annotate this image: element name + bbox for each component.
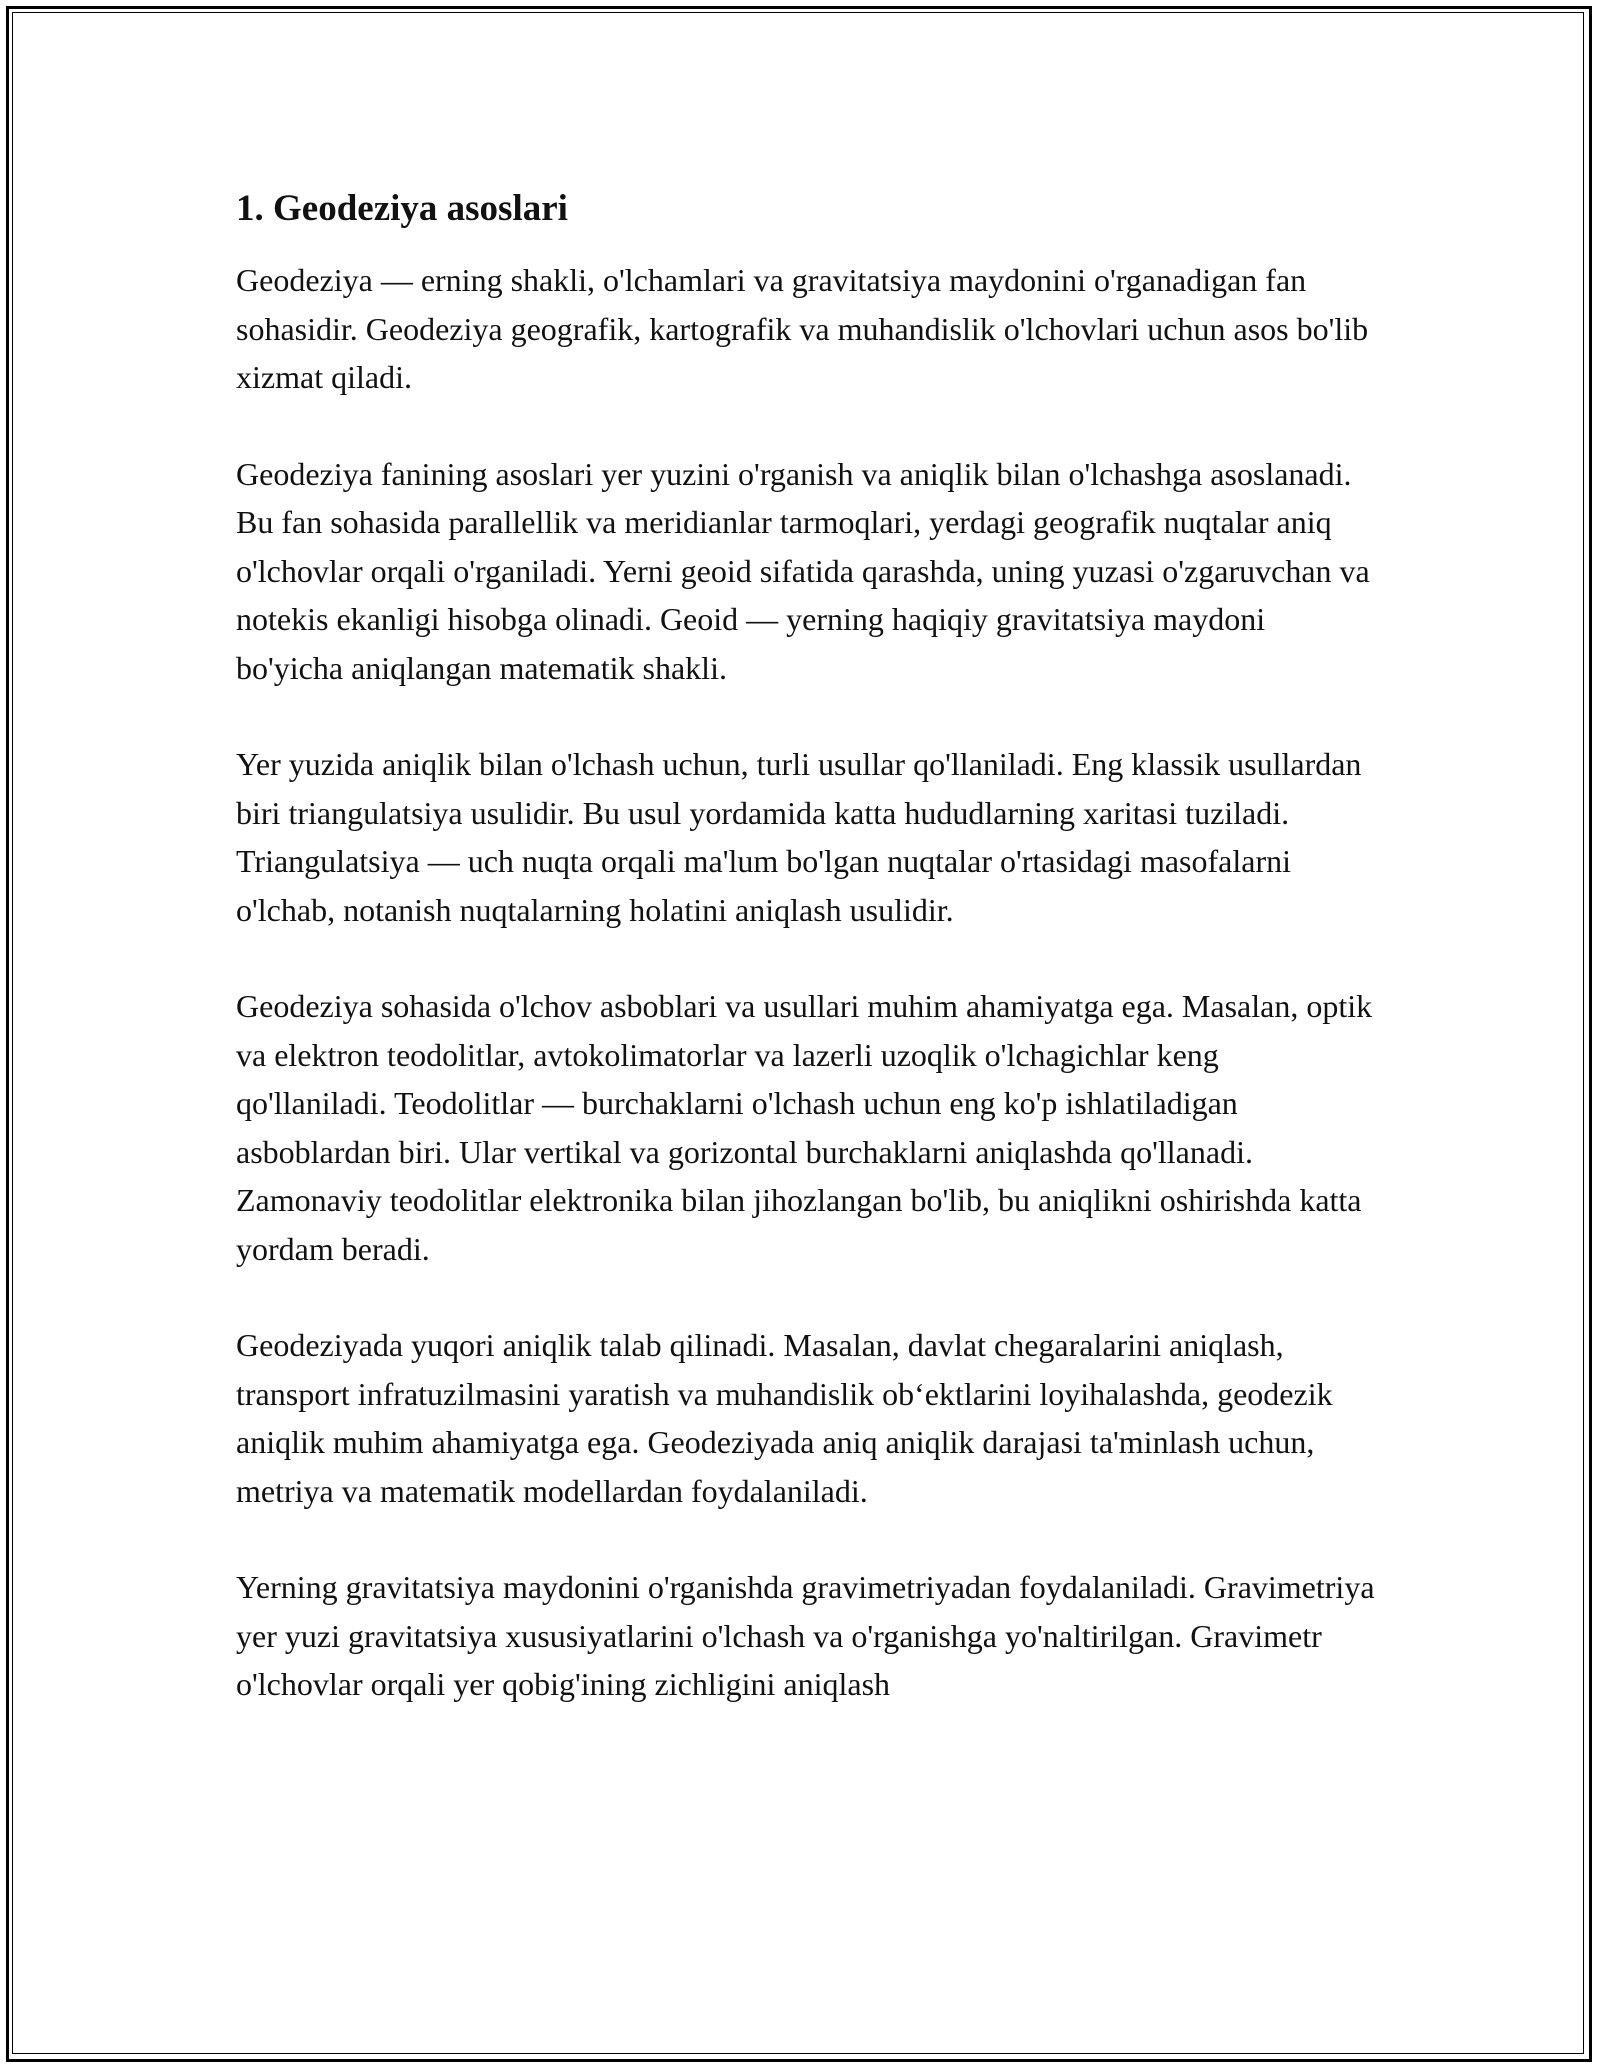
document-body — [236, 185, 1376, 1757]
paragraph-accuracy: Geodeziyada yuqori aniqlik talab qilinadi. Masalan, davlat chegaralarini aniqlash, transport infratuzilmasini yaratish va muhandislik ob‘ektlarini loyihalashda, geodezik aniqlik muhim ahamiyatga ega. Geodeziyada aniq aniqlik darajasi ta'minlash uchun, metriya va matematik modellardan foydalaniladi. — [236, 1327, 1333, 1509]
paragraph-instruments: Geodeziya sohasida o'lchov asboblari va usullari muhim ahamiyatga ega. Masalan, optik va elektron teodolitlar, avtokolimatorlar va lazerli uzoqlik o'lchagichlar keng qo'llaniladi. Teodolitlar — burchaklarni o'lchash uchun eng ko'p ishlatiladigan asboblardan biri. Ular vertikal va gorizontal burchaklarni aniqlashda qo'llanadi. Zamonaviy teodolitlar elektronika bilan jihozlangan bo'lib, bu aniqlikni oshirishda katta yordam beradi. — [236, 988, 1373, 1267]
paragraph-triangulation: Yer yuzida aniqlik bilan o'lchash uchun, turli usullar qo'llaniladi. Eng klassik usullardan biri triangulatsiya usulidir. Bu usul yordamida katta hududlarning xaritasi tuziladi. Triangulatsiya — uch nuqta orqali ma'lum bo'lgan nuqtalar o'rtasidagi masofalarni o'lchab, notanish nuqtalarning holatini aniqlash usulidir. — [236, 746, 1362, 928]
section-title: 1. Geodeziya asoslari — [236, 188, 568, 229]
paragraph-gravimetry: Yerning gravitatsiya maydonini o'rganishda gravimetriyadan foydalaniladi. Gravimetriya yer yuzi gravitatsiya xususiyatlarini o'lchash va o'rganishga yo'naltirilgan. Gravimetr o'lchovlar orqali yer qobig'ining zichligini aniqlash — [236, 1569, 1375, 1702]
paragraph-definition: Geodeziya — erning shakli, o'lchamlari va gravitatsiya maydonini o'rganadigan fan sohasidir. Geodeziya geografik, kartografik va muhandislik o'lchovlari uchun asos bo'lib xizmat qiladi. — [236, 262, 1369, 395]
paragraph-geoid: Geodeziya fanining asoslari yer yuzini o'rganish va aniqlik bilan o'lchashga asoslanadi. Bu fan sohasida parallellik va meridianlar tarmoqlari, yerdagi geografik nuqtalar aniq o'lchovlar orqali o'rganiladi. Yerni geoid sifatida qarashda, uning yuzasi o'zgaruvchan va notekis ekanligi hisobga olinadi. Geoid — yerning haqiqiy gravitatsiya maydoni bo'yicha aniqlangan matematik shakli. — [236, 455, 1370, 686]
